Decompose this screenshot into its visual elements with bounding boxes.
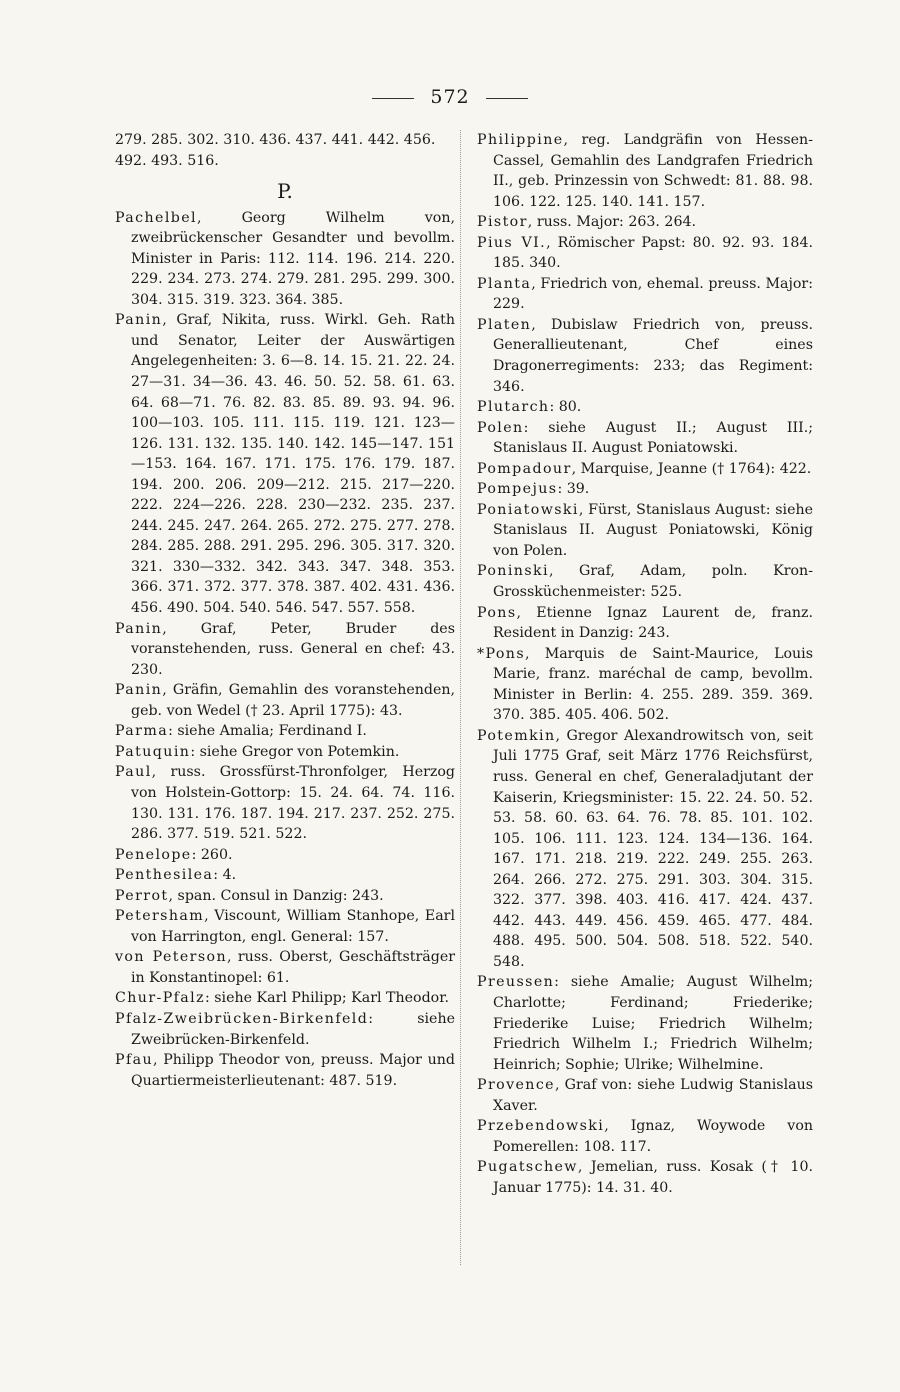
entry-text: , russ. Grossfürst-Thronfolger, Herzog von Holstein-Gottorp: 15. 24. 64. 74. 116. 130. 131. 176. 187. 194. 217. 237. 252. 275. 286. 377. 519. 521. 522. [131,764,455,843]
index-entry [115,310,455,618]
entry-headword: Pfau [115,1052,153,1069]
index-entry [115,845,455,866]
entry-headword: Pius VI. [477,234,547,251]
section-letter: P. [277,179,293,204]
index-entry [477,1157,813,1198]
entry-text: , Graf, Adam, poln. Kron-Grossküchenmeister: 525. [493,563,813,601]
left-column [115,130,455,1091]
entry-headword: Planta [477,275,532,292]
entry-text: , Graf von: siehe Ludwig Stanislaus Xaver. [493,1077,813,1114]
entry-text: : siehe Zweibrücken-Birkenfeld. [131,1010,455,1048]
entry-text: , reg. Landgräfin von Hessen-Cassel, Gemahlin des Landgrafen Friedrich II., geb. Prinzessin von Schwedt: 81. 88. 98. 106. 122. 125. 140. 141. 157. [493,132,813,210]
entry-headword: Philippine [477,132,564,148]
entry-text: , Römischer Papst: 80. 92. 93. 184. 185. 340. [493,234,813,272]
entry-headword: Preussen [477,974,555,991]
entry-text: , Viscount, William Stanhope, Earl von Harrington, engl. General: 157. [131,908,455,945]
entry-headword: Penelope [115,846,192,863]
entry-text: : siehe Amalie; August Wilhelm; Charlotte; Ferdinand; Friederike; Friederike Luise; Friedrich Wilhelm; Friedrich Wilhelm I.; Friedrich Wilhelm; Heinrich; Sophie; Ulrike; Wilhelmine. [493,974,813,1073]
entry-text: , Gregor Alexandrowitsch von, seit Juli 1775 Graf, seit März 1776 Reichsfürst, russ. General en chef, Generaladjutant der Kaiserin, Kriegsminister: 15. 22. 24. 50. 52. 53. 58. 60. 63. 64. 76. 78. 85. 101. 102. 105. 106. 111. 123. 124. 134—136. 164. 167. 171. 218. 219. 222. 249. 255. 263. 264. 266. 272. 275. 291. 303. 304. 315. 322. 377. 398. 403. 416. 417. 424. 437. 442. 443. 449. 456. 459. 465. 477. 484. 488. 495. 500. 504. 508. 518. 522. 540. 548. [493,727,813,970]
entry-text: : 80. [549,399,582,416]
entry-headword: Pfalz-Zweibrücken-Birkenfeld [115,1010,369,1027]
entry-text: : siehe Gregor von Potemkin. [190,743,400,760]
index-entry [115,762,455,844]
entry-text: , Fürst, Stanislaus August: siehe Stanislaus II. August Poniatowski, König von Polen. [493,501,813,559]
index-entry [477,561,813,602]
index-entry [477,212,813,233]
entry-text: , Marquis de Saint-Maurice, Louis Marie, franz. maréchal de camp, bevollm. Minister in Berlin: 4. 255. 289. 359. 369. 370. 385. 405. 406. 502. [493,645,813,724]
entry-text: , Marquise, Jeanne († 1764): 422. [571,460,812,477]
index-entry [477,418,813,459]
index-entry [477,1075,813,1116]
index-entry [115,721,455,742]
entry-headword: Paul [115,764,152,781]
entry-text: : 39. [557,481,590,498]
entry-headword: Panin [115,312,163,329]
left-entries [115,208,455,1092]
index-entry [115,906,455,947]
index-entry [477,644,813,726]
page-number-header [0,86,900,108]
entry-headword: Pachelbel [115,209,197,226]
right-entries [477,130,813,1198]
entry-text: : 260. [191,846,233,863]
index-entry [477,315,813,397]
entry-headword: *Pons [477,645,526,662]
entry-text: : siehe August II.; August III.; Stanislaus II. August Poniatowski. [493,419,813,457]
index-entry [477,726,813,973]
index-entry [477,397,813,418]
entry-text: : 4. [213,867,237,884]
index-entry [477,500,813,562]
entry-text: , Philipp Theodor von, preuss. Major und Quartiermeisterlieutenant: 487. 519. [131,1052,455,1089]
entry-text: , Friedrich von, ehemal. preuss. Major: 229. [493,275,813,313]
entry-text: , Dubislaw Friedrich von, preuss. Generallieutenant, Chef eines Dragonerregiments: 233; das Regiment: 346. [493,316,813,395]
entry-text: , Georg Wilhelm von, zweibrückenscher Gesandter und bevollm. Minister in Paris: 112. 114. 196. 214. 220. 229. 234. 273. 274. 279. 281. 295. 299. 300. 304. 315. 319. 323. 364. 385. [131,209,455,308]
entry-headword: von Peterson [115,949,228,966]
entry-text: , Graf, Nikita, russ. Wirkl. Geh. Rath und Senator, Leiter der Auswärtigen Angelegenheiten: 3. 6—8. 14. 15. 21. 22. 24. 27—31. 34—36. 43. 46. 50. 52. 58. 61. 63. 64. 68—71. 76. 82. 83. 85. 89. 93. 94. 96. 100—103. 105. 111. 115. 119. 121. 123—126. 131. 132. 135. 140. 142. 145—147. 151—153. 164. 167. 171. 175. 176. 179. 187. 194. 200. 206. 209—212. 215. 217—220. 222. 224—226. 228. 230—232. 235. 237. 244. 245. 247. 264. 265. 272. 275. 277. 278. 284. 285. 288. 291. 295. 296. 305. 317. 320. 321. 330—332. 342. 343. 347. 348. 353. 366. 371. 372. 377. 378. 387. 402. 431. 436. 456. 490. 504. 540. 546. 547. 557. 558. [131,312,455,617]
entry-headword: Patuquin [115,743,191,760]
entry-headword: Chur-Pfalz [115,990,205,1007]
entry-text: : siehe Amalia; Ferdinand I. [168,723,367,740]
entry-headword: Plutarch [477,399,550,416]
index-entry [115,680,455,721]
right-column [477,130,813,1198]
header-rule-right [486,98,528,99]
entry-text: : siehe Karl Philipp; Karl Theodor. [204,990,449,1007]
index-entry [115,619,455,681]
entry-headword: Przebendowski [477,1118,605,1135]
index-entry [115,865,455,886]
index-entry [477,274,813,315]
index-entry [477,972,813,1075]
page-number: 572 [430,86,470,108]
entry-text: , Jemelian, russ. Kosak († 10. Januar 1775): 14. 31. 40. [493,1159,813,1196]
entry-headword: Panin [115,620,163,637]
column-divider [460,130,461,1265]
entry-text: , russ. Major: 263. 264. [527,214,697,231]
index-entry [477,603,813,644]
index-entry [115,988,455,1009]
index-entry [115,742,455,763]
entry-headword: Panin [115,682,163,699]
entry-headword: Penthesilea [115,867,214,884]
entry-headword: Poninski [477,563,549,580]
entry-headword: Provence [477,1077,555,1094]
entry-headword: Polen [477,419,524,436]
index-entry [115,208,455,311]
entry-headword: Pompejus [477,481,558,498]
entry-text: , Ignaz, Woywode von Pomerellen: 108. 117. [493,1118,813,1155]
index-entry [115,886,455,907]
entry-text: , russ. Oberst, Geschäftsträger in Konstantinopel: 61. [131,949,455,986]
index-entry [477,459,813,480]
entry-headword: Pompadour [477,460,572,477]
entry-headword: Platen [477,316,532,333]
index-entry [477,479,813,500]
index-entry [115,947,455,988]
entry-text: , Graf, Peter, Bruder des voranstehenden, russ. General en chef: 43. 230. [131,620,455,678]
continuation-text: 279. 285. 302. 310. 436. 437. 441. 442. 456. 492. 493. 516. [115,132,436,169]
index-entry [477,130,813,212]
header-rule-left [372,98,414,99]
entry-headword: Potemkin [477,727,556,744]
index-entry [477,1116,813,1157]
entry-text: , Etienne Ignaz Laurent de, franz. Resident in Danzig: 243. [493,604,813,642]
entry-headword: Poniatowski [477,501,579,518]
entry-headword: Pistor [477,214,528,231]
index-entry [115,1009,455,1050]
entry-headword: Petersham [115,908,205,925]
index-entry [477,233,813,274]
entry-headword: Perrot [115,887,169,904]
entry-headword: Pons [477,604,517,621]
index-entry [115,1050,455,1091]
entry-text: , Gräfin, Gemahlin des voranstehenden, geb. von Wedel († 23. April 1775): 43. [131,682,455,719]
entry-headword: Pugatschew [477,1159,578,1176]
entry-text: , span. Consul in Danzig: 243. [168,887,384,904]
entry-headword: Parma [115,723,169,740]
